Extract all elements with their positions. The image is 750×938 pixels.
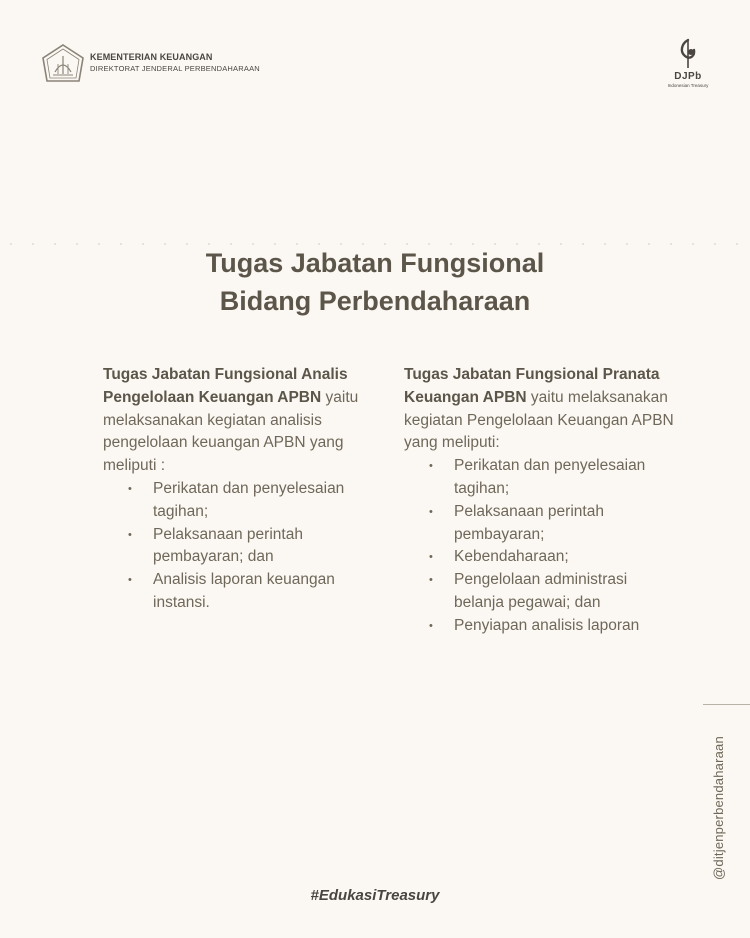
ministry-name: KEMENTERIAN KEUANGAN	[90, 52, 213, 62]
list-item: • Pengelolaan administrasi belanja pegawai; dan	[404, 569, 674, 615]
left-heading: Tugas Jabatan Fungsional Analis Pengelolaan Keuangan APBN	[103, 366, 348, 406]
kemenkeu-logo-icon	[42, 44, 84, 82]
ministry-header	[42, 44, 260, 82]
left-intro	[103, 364, 373, 478]
page-title	[0, 244, 750, 320]
list-item: • Analisis laporan keuangan instansi.	[103, 569, 373, 615]
left-description: yaitu melaksanakan kegiatan analisis pengelolaan keuangan APBN yang meliputi :	[103, 388, 359, 475]
djpb-subtitle: Indonesian Treasury	[667, 83, 709, 88]
list-item: • Pelaksanaan perintah pembayaran;	[404, 501, 674, 547]
title-line-1: Tugas Jabatan Fungsional	[205, 248, 545, 278]
social-handle: @ditjenperbendaharaan	[711, 736, 726, 880]
title-line-2: Bidang Perbendaharaan	[219, 286, 531, 316]
djpb-name: DJPb	[674, 71, 702, 82]
list-item: • Perikatan dan penyelesaian tagihan;	[103, 478, 373, 524]
right-heading: Tugas Jabatan Fungsional Pranata Keuangan APBN	[404, 366, 660, 406]
right-task-list	[404, 455, 674, 637]
right-intro	[404, 364, 674, 455]
djpb-mark-icon	[675, 38, 701, 70]
right-description: yaitu melaksanakan kegiatan Pengelolaan Keuangan APBN yang meliputi:	[404, 388, 674, 452]
list-item: • Kebendaharaan;	[404, 546, 674, 569]
djpb-logo	[666, 38, 710, 88]
list-item: • Perikatan dan penyelesaian tagihan;	[404, 455, 674, 501]
side-divider	[703, 704, 750, 705]
hashtag: #EdukasiTreasury	[310, 887, 440, 904]
directorate-name: DIREKTORAT JENDERAL PERBENDAHARAAN	[90, 64, 260, 73]
list-item: • Pelaksanaan perintah pembayaran; dan	[103, 524, 373, 570]
right-column	[404, 364, 674, 638]
list-item: • Penyiapan analisis laporan	[404, 615, 674, 638]
left-column	[103, 364, 373, 615]
left-task-list	[103, 478, 373, 615]
